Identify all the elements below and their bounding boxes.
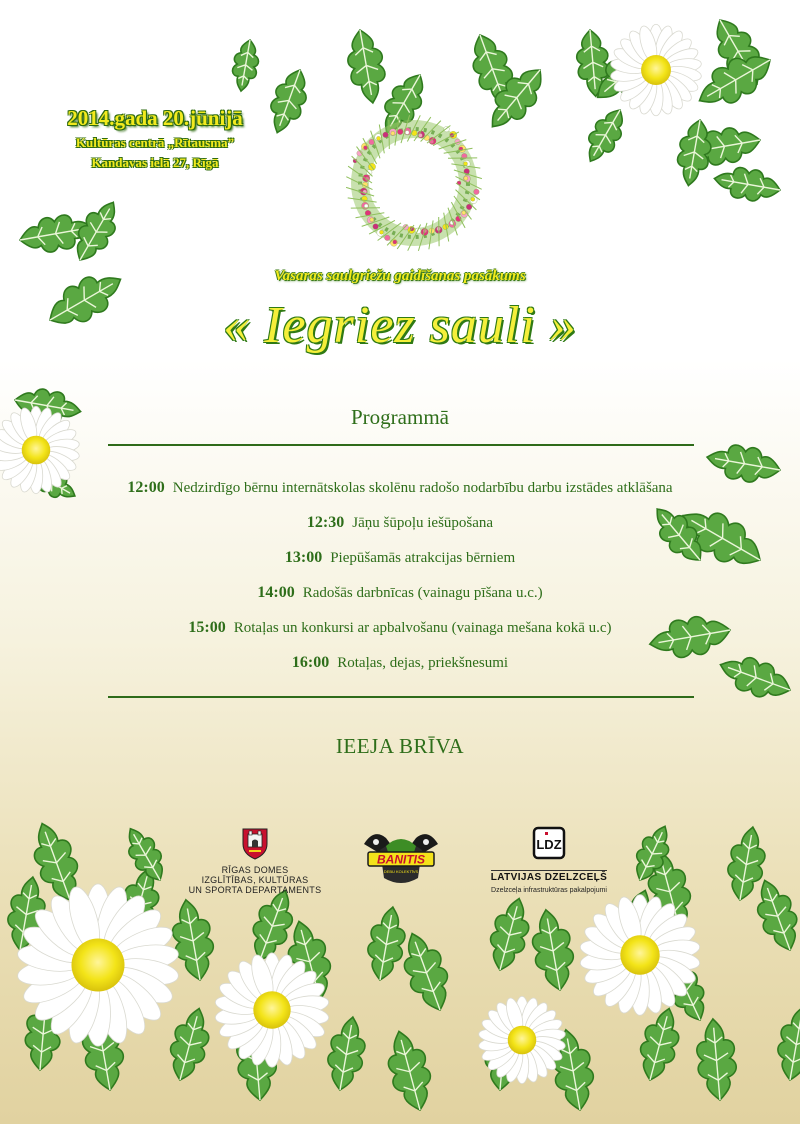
event-title: « Iegriez sauli » bbox=[223, 297, 577, 354]
ldz-logo bbox=[484, 826, 614, 894]
oak-leaf-icon bbox=[381, 1026, 439, 1114]
event-date-block bbox=[40, 106, 270, 171]
ldz-tagline: Dzelzceļa infrastruktūras pakalpojumi bbox=[491, 887, 607, 894]
oak-leaf-icon bbox=[229, 38, 262, 93]
event-address: Kandavas ielā 27, Rīgā bbox=[91, 155, 219, 170]
schedule-time: 12:30 bbox=[306, 514, 345, 531]
divider-bottom bbox=[108, 696, 694, 698]
schedule-item bbox=[0, 645, 800, 680]
schedule-time: 16:00 bbox=[291, 654, 330, 671]
schedule-time: 15:00 bbox=[188, 619, 226, 636]
free-entry-notice: IEEJA BRĪVA bbox=[335, 734, 465, 758]
oak-leaf-icon bbox=[527, 907, 579, 994]
oak-leaf-icon bbox=[163, 1004, 216, 1084]
oak-leaf-icon bbox=[694, 1017, 739, 1101]
oak-leaf-icon bbox=[633, 1004, 686, 1084]
banitis-logo-icon bbox=[356, 826, 446, 888]
divider-top bbox=[108, 444, 694, 446]
oak-leaf-icon bbox=[748, 875, 800, 956]
riga-department-line1: RĪGAS DOMES bbox=[221, 865, 289, 875]
oak-leaf-icon bbox=[263, 65, 315, 138]
banitis-tagline: DEBU KOLEKTĪVS bbox=[383, 869, 419, 874]
daisy-icon bbox=[610, 24, 703, 116]
program-schedule bbox=[0, 470, 800, 680]
ldz-name: LATVIJAS DZELZCEĻŠ bbox=[490, 872, 608, 883]
ldz-mark: LDZ bbox=[536, 837, 562, 852]
program-heading: Programmā bbox=[351, 405, 449, 429]
riga-department-line3: UN SPORTA DEPARTAMENTS bbox=[188, 885, 322, 895]
schedule-item bbox=[0, 575, 800, 610]
event-venue: Kultūras centrā „Rītausma” bbox=[75, 135, 235, 150]
event-subtitle: Vasaras saulgriežu gaidīšanas pasākums bbox=[274, 268, 526, 284]
event-date: 2014.gada 20.jūnijā bbox=[67, 106, 243, 130]
schedule-text: Rotaļas un konkursi ar apbalvošanu (vainaga mešana kokā u.c) bbox=[233, 620, 612, 636]
riga-department-logo bbox=[180, 826, 330, 895]
oak-leaf-icon bbox=[673, 117, 715, 188]
schedule-text: Jāņu šūpoļu iešūpošana bbox=[352, 515, 494, 531]
riga-coat-of-arms-icon bbox=[240, 826, 270, 860]
schedule-text: Nedzirdīgo bērnu internātskolas skolēnu radošo nodarbību darbu izstādes atklāšana bbox=[172, 480, 673, 496]
oak-leaf-icon bbox=[773, 1004, 800, 1083]
schedule-item bbox=[0, 610, 800, 645]
oak-leaf-icon bbox=[712, 163, 783, 205]
oak-leaf-icon bbox=[343, 27, 390, 106]
oak-leaf-icon bbox=[483, 894, 536, 974]
riga-department-line2: IZGLĪTĪBAS, KULTŪRAS bbox=[201, 875, 309, 885]
schedule-text: Radošās darbnīcas (vainagu pīšana u.c.) bbox=[302, 585, 543, 601]
schedule-time: 14:00 bbox=[257, 584, 295, 601]
oak-leaf-icon bbox=[363, 904, 410, 983]
schedule-item bbox=[0, 470, 800, 505]
wreath-icon bbox=[346, 115, 482, 251]
banitis-name: BANITIS bbox=[377, 852, 425, 867]
schedule-time: 12:00 bbox=[127, 479, 165, 496]
schedule-time: 13:00 bbox=[284, 549, 323, 566]
schedule-item bbox=[0, 540, 800, 575]
oak-leaf-icon bbox=[578, 103, 632, 168]
oak-leaf-icon bbox=[323, 1014, 370, 1093]
schedule-text: Piepūšamās atrakcijas bērniem bbox=[330, 550, 516, 566]
schedule-item bbox=[0, 505, 800, 540]
schedule-text: Rotaļas, dejas, priekšnesumi bbox=[337, 655, 509, 671]
ldz-logo-icon bbox=[529, 826, 569, 862]
